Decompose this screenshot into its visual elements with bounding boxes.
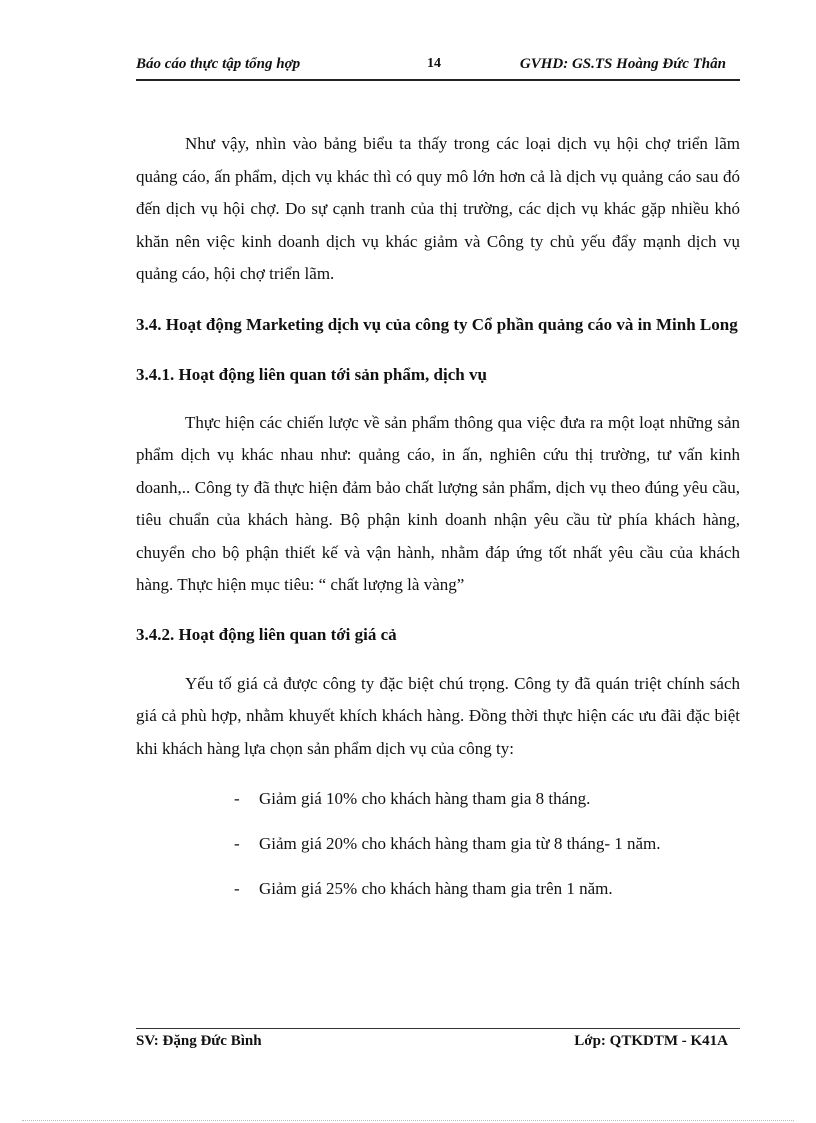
footer-class: Lớp: QTKDTM - K41A <box>574 1033 728 1049</box>
heading-3-4-1: 3.4.1. Hoạt động liên quan tới sản phẩm, dịch vụ <box>136 364 487 384</box>
bullet-dash: - <box>234 789 240 808</box>
list-item <box>136 866 740 911</box>
bullet-dash: - <box>234 879 240 898</box>
header-divider <box>136 79 740 81</box>
list-item-text: Giảm giá 20% cho khách hàng tham gia từ 8 tháng- 1 năm. <box>259 834 661 853</box>
list-item <box>136 821 740 866</box>
footer-divider <box>136 1028 740 1029</box>
page-body <box>136 128 740 911</box>
discount-list <box>136 776 740 911</box>
paragraph-product: Thực hiện các chiến lược về sản phẩm thông qua việc đưa ra một loạt những sản phẩm dịch vụ khác nhau như: quảng cáo, in ấn, nghiên cứu thị trường, tư vấn kinh doanh,.. Công ty đã thực hiện đảm bảo chất lượng sản phẩm, dịch vụ theo đúng yêu cầu, tiêu chuẩn của khách hàng. Bộ phận kinh doanh nhận yêu cầu từ phía khách hàng, chuyển cho bộ phận thiết kế và vận hành, nhằm đáp ứng tốt nhất yêu cầu của khách hàng. Thực hiện mục tiêu: “ chất lượng là vàng” <box>136 412 740 594</box>
footer-student: SV: Đặng Đức Bình <box>136 1033 262 1049</box>
page-footer <box>136 1033 740 1053</box>
list-item-text: Giảm giá 10% cho khách hàng tham gia 8 tháng. <box>259 789 591 808</box>
page-edge-line <box>22 1120 794 1121</box>
page-number: 14 <box>427 56 441 71</box>
list-item-text: Giảm giá 25% cho khách hàng tham gia trên 1 năm. <box>259 879 613 898</box>
list-item <box>136 776 740 821</box>
header-supervisor: GVHD: GS.TS Hoàng Đức Thân <box>519 56 726 72</box>
page-header <box>136 56 740 78</box>
paragraph-intro: Như vậy, nhìn vào bảng biểu ta thấy trong các loại dịch vụ hội chợ triển lãm quảng cáo, ấn phẩm, dịch vụ khác thì có quy mô lớn hơn cả là dịch vụ quảng cáo sau đó đến dịch vụ hội chợ. Do sự cạnh tranh của thị trường, các dịch vụ khác gặp nhiều khó khăn nên việc kinh doanh dịch vụ khác giảm và Công ty chủ yếu đẩy mạnh dịch vụ quảng cáo, hội chợ triển lãm. <box>136 134 740 283</box>
bullet-dash: - <box>234 834 240 853</box>
header-report-title: Báo cáo thực tập tổng hợp <box>136 56 301 72</box>
paragraph-price: Yếu tố giá cả được công ty đặc biệt chú trọng. Công ty đã quán triệt chính sách giá cả phù hợp, nhằm khuyết khích khách hàng. Đồng thời thực hiện các ưu đãi đặc biệt khi khách hàng lựa chọn sản phẩm dịch vụ của công ty: <box>136 673 740 758</box>
heading-3-4-2: 3.4.2. Hoạt động liên quan tới giá cả <box>136 624 397 644</box>
heading-3-4: 3.4. Hoạt động Marketing dịch vụ của công ty Cổ phần quảng cáo và in Minh Long <box>136 314 738 334</box>
